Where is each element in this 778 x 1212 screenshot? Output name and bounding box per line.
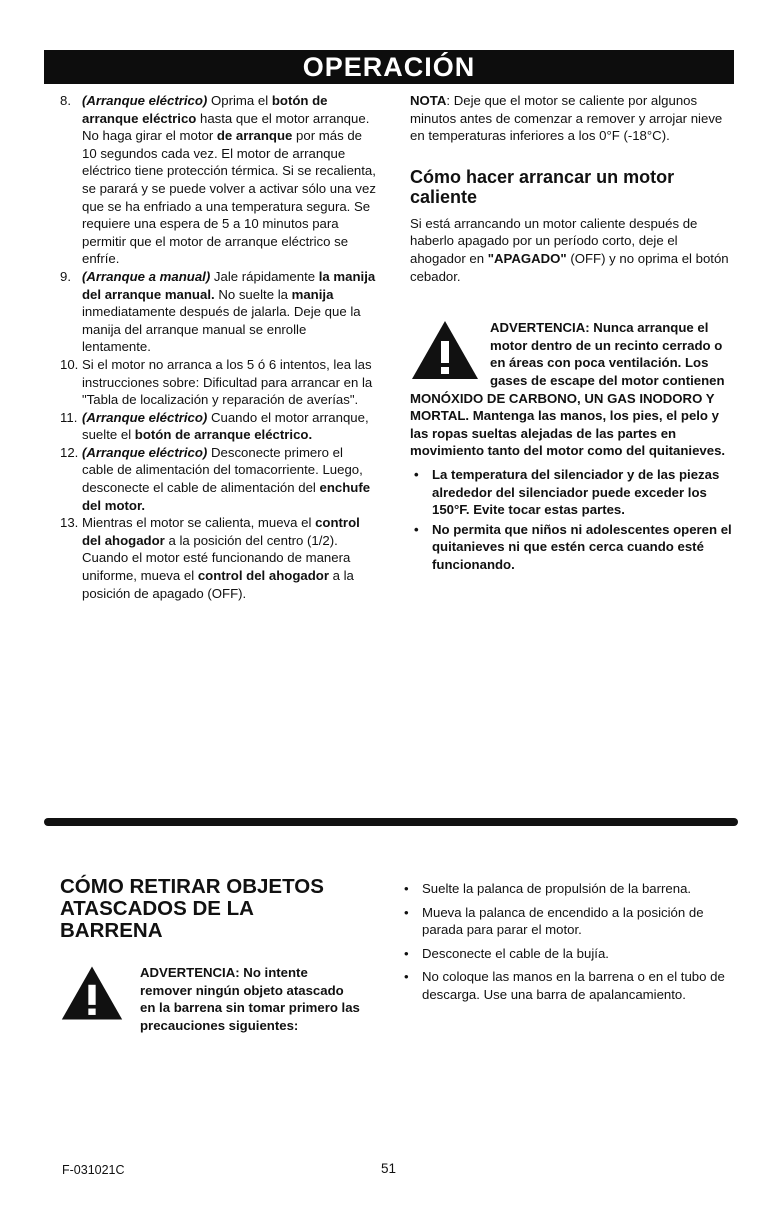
right-column: [410, 92, 732, 575]
bullet-item: [400, 904, 730, 939]
step-text-run: No suelte la: [214, 286, 292, 302]
step-text-run: botón de arranque eléctrico: [82, 93, 328, 126]
clearing-steps-column: [400, 880, 730, 1010]
warm-start-text-a: Si está arrancando un motor caliente después de haberlo apagado por un período corto, deje el ahogador en: [410, 215, 698, 266]
clearing-column: [60, 876, 360, 1034]
bullet-icon: •: [404, 881, 409, 896]
step-item: [60, 444, 378, 514]
step-text-run: Jale rápidamente: [210, 268, 319, 284]
step-text: [82, 444, 378, 514]
step-text-run: de arranque: [216, 128, 293, 144]
bullet-icon: •: [404, 969, 409, 985]
carbon-monoxide-warning: [410, 319, 732, 460]
step-text-run: enchufe del motor.: [82, 480, 371, 513]
bullet-text: La temperatura del silenciador y de las piezas alrededor del silenciador puede exceder los 150°F. Evite tocar estas partes.: [432, 466, 720, 518]
note-text: : Deje que el motor se caliente por algunos minutos antes de comenzar a remover y arrojar nieve en temperaturas inferiores a los 0°F (-18°C).: [410, 93, 723, 144]
step-text-run: la manija del arranque manual.: [82, 268, 376, 302]
document-code: F-031021C: [62, 1163, 125, 1177]
step-text: [82, 514, 378, 602]
step-text-run: a la posición del centro (1/2). Cuando el motor esté funcionando de manera uniforme, mueva el: [82, 532, 351, 584]
warning-triangle-icon: [410, 319, 480, 381]
bullet-text: No permita que niños ni adolescentes operen el quitanieves ni que estén cerca cuando esté funcionando.: [432, 521, 732, 572]
step-item: [60, 356, 378, 409]
warning-triangle-icon: [60, 964, 124, 1022]
bullet-icon: •: [414, 466, 419, 482]
step-text-run: (Arranque eléctrico): [82, 409, 208, 425]
safety-bullets: [410, 466, 732, 574]
step-text-run: Desconecte primero el cable de alimentación del tomacorriente. Luego, desconecte el cable de alimentación del: [82, 444, 363, 496]
clearing-bullets: [400, 880, 730, 1004]
bullet-text: Suelte la palanca de propulsión de la barrena.: [422, 881, 692, 896]
off-label: "APAGADO": [487, 250, 567, 266]
bullet-item: [400, 968, 730, 1003]
step-text-run: control del ahogador: [82, 515, 360, 548]
step-number: 13.: [60, 515, 79, 531]
step-number: 12.: [60, 444, 79, 460]
step-number: 9.: [60, 268, 71, 284]
bullet-item: [410, 521, 732, 574]
bullet-text: Mueva la palanca de encendido a la posición de parada para parar el motor.: [422, 904, 704, 938]
step-text-run: por más de 10 segundos cada vez. El motor de arranque eléctrico tiene protección térmica. Si se recalienta, se parará y se puede volver a activar sólo una vez que se ha enfriado a una temperatura segura. Se requiere una espera de 5 a 10 minutos para permitir que el motor de arranque eléctrico se enfríe.: [82, 128, 376, 267]
bullet-text: No coloque las manos en la barrena o en el tubo de descarga. Use una barra de apalancamiento.: [422, 969, 725, 1002]
note-label: NOTA: [410, 93, 447, 108]
bullet-text: Desconecte el cable de la bujía.: [422, 945, 609, 961]
note-paragraph: [410, 92, 732, 145]
step-text: [82, 92, 378, 268]
step-text-run: botón de arranque eléctrico.: [134, 427, 313, 443]
step-item: [60, 268, 378, 356]
section-title: OPERACIÓN: [302, 52, 476, 82]
step-text-run: (Arranque eléctrico): [82, 93, 208, 108]
page-number: 51: [381, 1161, 397, 1176]
warning-copy: ADVERTENCIA: Nunca arranque el motor dentro de un recinto cerrado o en áreas con poca ventilación. Los gases de escape del motor contienen MONÓXIDO DE CARBONO, UN GAS INODORO Y MORTAL. Mantenga las manos, los pies, el pelo y las ropas sueltas alejadas de las partes en movimiento tanto del motor como del quitanieves.: [410, 320, 726, 459]
step-text-run: Oprima el: [207, 93, 272, 108]
section-divider: [44, 818, 738, 826]
step-item: [60, 514, 378, 602]
step-text-run: inmediatamente después de jalarla. Deje que la manija del arranque manual se enrolle lentamente.: [82, 304, 361, 355]
step-text: [82, 409, 378, 444]
warm-start-text-c: (OFF) y no oprima el botón cebador.: [410, 250, 729, 284]
step-text-run: control del ahogador: [197, 568, 329, 584]
bullet-icon: •: [404, 945, 409, 961]
step-text-run: a la posición de apagado (OFF).: [82, 568, 354, 601]
step-number: 8.: [60, 93, 71, 108]
bullet-item: [410, 466, 732, 519]
step-number: 11.: [60, 409, 78, 425]
step-text: [82, 356, 378, 409]
step-number: 10.: [60, 356, 79, 372]
clearing-heading: CÓMO RETIRAR OBJETOS ATASCADOS DE LA BARRENA: [60, 875, 324, 942]
warning-copy: ADVERTENCIA: No intente remover ningún objeto atascado en la barrena sin tomar primero las precauciones siguientes:: [140, 965, 360, 1033]
step-text-run: manija: [291, 286, 334, 302]
clearing-warning-body: [140, 965, 360, 1033]
step-text-run: hasta que el motor arranque. No haga girar el motor: [82, 110, 370, 144]
step-text-run: (Arranque a manual): [82, 268, 211, 284]
steps-column: [60, 92, 378, 602]
bullet-item: [400, 945, 730, 963]
step-text: [82, 268, 378, 356]
step-text-run: Mientras el motor se calienta, mueva el: [82, 515, 316, 531]
step-text-run: Cuando el motor arranque, suelte el: [82, 409, 369, 443]
section-banner: [44, 50, 734, 84]
warm-start-heading: Cómo hacer arrancar un motor caliente: [410, 166, 675, 207]
clearing-warning: [60, 964, 360, 1034]
bullet-icon: •: [414, 521, 419, 537]
step-text-run: Si el motor no arranca a los 5 ó 6 intentos, lea las instrucciones sobre: Dificultad para arrancar en la "Tabla de localización y reparación de averías".: [82, 356, 373, 408]
bullet-icon: •: [404, 904, 409, 920]
steps-list: [60, 92, 378, 602]
step-item: [60, 92, 378, 268]
step-text-run: (Arranque eléctrico): [82, 444, 208, 460]
step-item: [60, 409, 378, 444]
bullet-item: [400, 880, 730, 898]
warm-start-text: [410, 215, 732, 285]
